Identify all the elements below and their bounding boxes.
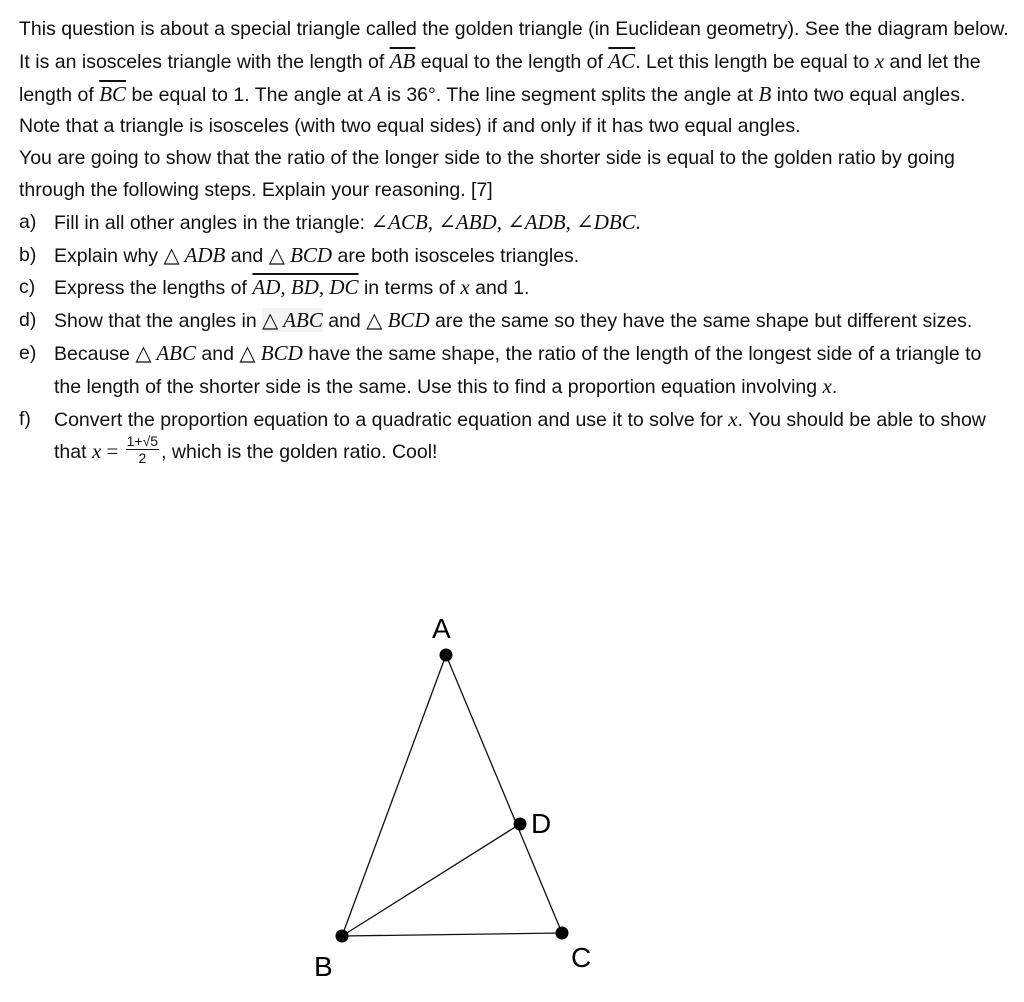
- step-b: [19, 240, 1009, 273]
- step-text: have the same shape, the ratio of the length of the longest side of a triangle to the length of the shorter side is the same. Use this to find a proportion equation involving: [54, 342, 982, 398]
- point-c: [556, 927, 569, 940]
- step-text: Explain why: [54, 244, 164, 267]
- step-math: ∠ACB, ∠ABD, ∠ADB, ∠DBC.: [370, 209, 641, 234]
- label-b: B: [314, 951, 333, 982]
- step-f: [19, 404, 1009, 470]
- golden-ratio-fraction: [126, 433, 159, 466]
- var-a: A: [368, 81, 382, 106]
- intro-paragraph: [19, 14, 1009, 143]
- fraction-numerator: 1+√5: [126, 432, 159, 449]
- point-a: [440, 649, 453, 662]
- step-a: [19, 207, 1009, 240]
- step-math: △ BCD: [239, 340, 303, 365]
- label-d: D: [531, 808, 552, 839]
- intro-text-6: is 36°. The line segment splits the angle at: [381, 83, 759, 106]
- step-text: Because: [54, 342, 136, 365]
- step-text: Convert the proportion equation to a quadratic equation and use it to solve for: [54, 408, 729, 431]
- segment-bc: $\overline{BC}$: [99, 81, 127, 106]
- step-text: in terms of: [358, 277, 461, 300]
- step-math: x: [91, 439, 102, 464]
- var-b: B: [758, 81, 772, 106]
- step-c: [19, 272, 1009, 305]
- step-list: [19, 207, 1009, 470]
- question-document: [19, 14, 1009, 470]
- step-text: . You should be able to show that: [54, 408, 986, 464]
- task-paragraph: You are going to show that the ratio of the longer side to the shorter side is equal to the golden ratio by going through the following steps. Explain your reasoning. [7]: [19, 147, 955, 201]
- intro-text-4: and let the length of: [19, 50, 981, 106]
- step-label: b): [19, 243, 37, 266]
- step-math: x: [822, 373, 832, 398]
- side-ab: [342, 655, 446, 936]
- point-b: [336, 930, 349, 943]
- var-x: x: [874, 48, 885, 73]
- equals-sign: =: [101, 439, 124, 464]
- step-math: △ ADB: [163, 242, 226, 267]
- segment-ac: $\overline{AC}$: [608, 48, 636, 73]
- intro-text-2: equal to the length of: [415, 50, 609, 73]
- side-bc: [342, 933, 562, 936]
- step-label: e): [19, 341, 37, 364]
- step-label: a): [19, 210, 37, 233]
- step-math: △ ABC: [135, 340, 196, 365]
- step-math: AD, BD, DC: [252, 275, 359, 300]
- label-c: C: [571, 942, 592, 973]
- side-ac: [446, 655, 562, 933]
- step-text: and: [196, 342, 240, 365]
- step-math: △ ABC: [262, 308, 323, 333]
- step-math: x: [460, 275, 470, 300]
- intro-text-1: This question is about a special triangle called the golden triangle (in Euclidean geometry). See the diagram below. It is an isosceles triangle with the length of: [19, 18, 1009, 73]
- step-text: Show that the angles in: [54, 310, 263, 333]
- step-text: are the same so they have the same shape but different sizes.: [429, 310, 973, 333]
- step-text: and 1.: [469, 277, 530, 300]
- bisector-bd: [342, 824, 520, 936]
- step-d: [19, 305, 1009, 338]
- step-label: d): [19, 309, 37, 332]
- fraction-denominator: 2: [138, 449, 147, 466]
- step-text: are both isosceles triangles.: [332, 244, 580, 267]
- step-text: and: [225, 244, 269, 267]
- label-a: A: [432, 613, 451, 644]
- step-text: .: [831, 375, 838, 398]
- segment-ab: $\overline{AB}$: [389, 48, 416, 73]
- step-text: , which is the golden ratio. Cool!: [161, 441, 438, 464]
- step-e: [19, 338, 1009, 404]
- step-label: c): [19, 276, 36, 299]
- step-text: Fill in all other angles in the triangle:: [54, 211, 371, 234]
- intro-text-5: be equal to 1. The angle at: [126, 83, 369, 106]
- step-math: △ BCD: [366, 308, 430, 333]
- point-d: [514, 818, 527, 831]
- intro-text-3: . Let this length be equal to: [635, 50, 875, 73]
- step-math: △ BCD: [268, 242, 333, 267]
- step-text: and: [322, 310, 367, 333]
- step-label: f): [19, 407, 31, 430]
- intro-text-7: into two equal angles. Note that a triangle is isosceles (with two equal sides) if and only if it has two equal angles.: [19, 83, 966, 138]
- step-text: Express the lengths of: [54, 277, 253, 300]
- step-math: x: [728, 406, 738, 431]
- golden-triangle-diagram: [300, 605, 620, 985]
